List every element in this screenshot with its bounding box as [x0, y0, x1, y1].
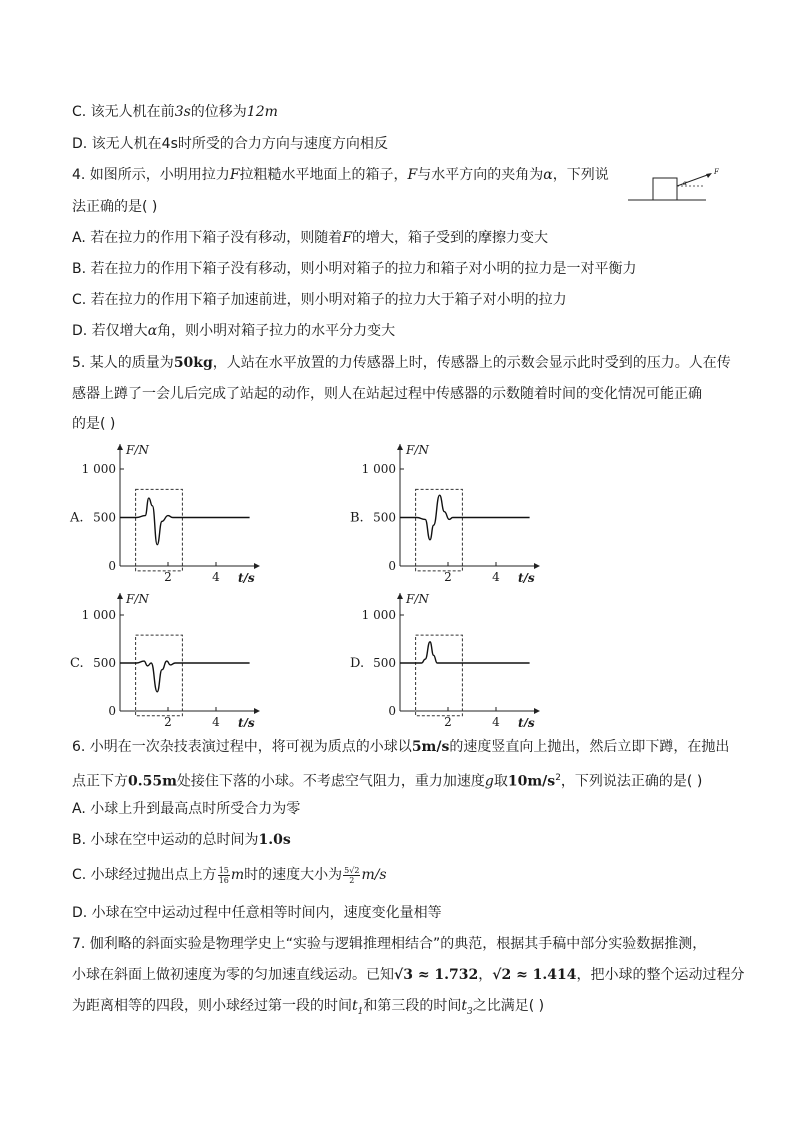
- x-axis-label: t/s: [238, 716, 255, 727]
- force-arrowhead: [706, 173, 712, 178]
- q3-option-d: D. 该无人机在4s时所受的合力方向与速度方向相反: [72, 136, 388, 152]
- q4-option-b: B. 若在拉力的作用下箱子没有移动，则小明对箱子的拉力和箱子对小明的拉力是一对平衡力: [72, 261, 637, 277]
- q6-option-c: C. 小球经过抛出点上方 $\frac{15}{16}$ m时的速度大小为 $\frac{5√2}{2}$ m/s: [72, 865, 387, 885]
- dashed-region-box: [416, 489, 463, 570]
- q5-stem-line1: 5. 某人的质量为50kg，人站在水平放置的力传感器上时，传感器上的示数会显示此时受到的压力。人在传: [72, 355, 731, 371]
- force-label: F: [714, 168, 719, 176]
- y-axis-arrow: [397, 444, 403, 450]
- force-curve: [120, 661, 250, 692]
- q6-stem-line2: 点正下方0.55m处接住下落的小球。不考虑空气阻力，重力加速度g取$10m/s^2$，下列说法正确的是( ): [72, 773, 703, 790]
- x-axis-label: t/s: [238, 571, 255, 585]
- y-tick-label: 0: [388, 704, 396, 718]
- q4-stem-line2: 法正确的是( ): [72, 199, 158, 215]
- x-tick-label: 4: [212, 715, 220, 727]
- y-tick-label: 500: [373, 510, 396, 525]
- chart-option-b: [348, 438, 548, 586]
- x-axis-arrow: [534, 708, 540, 714]
- q6-option-d: D. 小球在空中运动过程中任意相等时间内，速度变化量相等: [72, 905, 442, 921]
- dashed-region-box: [136, 489, 183, 570]
- x-tick-label: 2: [444, 715, 452, 727]
- y-tick-label: 1 000: [361, 608, 396, 622]
- chart-option-d: [348, 585, 548, 727]
- y-axis-arrow: [397, 593, 403, 599]
- q4-box-figure: [626, 166, 722, 206]
- q4-option-c: C. 若在拉力的作用下箱子加速前进，则小明对箱子的拉力大于箱子对小明的拉力: [72, 292, 567, 308]
- q6-option-a: A. 小球上升到最高点时所受合力为零: [72, 801, 301, 817]
- y-axis-label: F/N: [406, 592, 429, 606]
- angle-label: α: [683, 180, 688, 187]
- fraction-velocity: $\frac{5√2}{2}$: [344, 865, 360, 885]
- y-axis-arrow: [117, 444, 123, 450]
- dashed-region-box: [416, 635, 463, 716]
- x-tick-label: 2: [444, 570, 452, 584]
- x-tick-label: 4: [492, 570, 500, 584]
- option-label: D.: [350, 656, 365, 671]
- y-tick-label: 0: [108, 704, 116, 718]
- q6-option-b: B. 小球在空中运动的总时间为1.0s: [72, 832, 291, 848]
- q4-stem-line1: 4. 如图所示，小明用拉力F拉粗糙水平地面上的箱子，F与水平方向的夹角为α，下列说: [72, 167, 609, 183]
- force-curve: [400, 495, 530, 540]
- q6-stem-line1: 6. 小明在一次杂技表演过程中，将可视为质点的小球以5m/s的速度竖直向上抛出，然后立即下蹲，在抛出: [72, 739, 730, 755]
- option-label: C.: [70, 656, 84, 671]
- y-tick-label: 0: [388, 559, 396, 573]
- x-tick-label: 4: [492, 715, 500, 727]
- x-axis-arrow: [254, 563, 260, 569]
- x-axis-arrow: [534, 563, 540, 569]
- q5-stem-line2: 感器上蹲了一会儿后完成了站起的动作，则人在站起过程中传感器的示数随着时间的变化情况可能正确: [72, 386, 702, 402]
- force-arrow: [677, 174, 710, 186]
- q4-option-d: D. 若仅增大α角，则小明对箱子拉力的水平分力变大: [72, 323, 396, 339]
- q3-option-c: C. 该无人机在前3s的位移为12m: [72, 104, 278, 120]
- y-axis-label: F/N: [126, 592, 149, 606]
- force-curve: [120, 498, 250, 545]
- y-tick-label: 500: [373, 656, 396, 670]
- x-axis-label: t/s: [518, 571, 535, 585]
- x-tick-label: 2: [164, 715, 172, 727]
- x-tick-label: 2: [164, 570, 172, 584]
- chart-option-c: [68, 585, 268, 727]
- y-tick-label: 1 000: [81, 608, 116, 622]
- q7-stem-line3: 为距离相等的四段，则小球经过第一段的时间$t_1$和第三段的时间$t_3$之比满足( ): [72, 998, 545, 1017]
- force-curve: [400, 642, 530, 663]
- x-axis-label: t/s: [518, 716, 535, 727]
- option-label: B.: [350, 510, 364, 526]
- y-tick-label: 1 000: [81, 462, 116, 476]
- y-tick-label: 0: [108, 559, 116, 573]
- dashed-region-box: [136, 635, 183, 716]
- q7-stem-line2: 小球在斜面上做初速度为零的匀加速直线运动。已知√3 ≈ 1.732，√2 ≈ 1.414，把小球的整个运动过程分: [72, 967, 745, 983]
- x-axis-arrow: [254, 708, 260, 714]
- y-tick-label: 1 000: [361, 462, 396, 476]
- q7-stem-line1: 7. 伽利略的斜面实验是物理学史上“实验与逻辑推理相结合”的典范，根据其手稿中部分实验数据推测，: [72, 936, 707, 952]
- y-axis-arrow: [117, 593, 123, 599]
- x-tick-label: 4: [212, 570, 220, 584]
- option-label: A.: [70, 510, 84, 526]
- y-axis-label: F/N: [406, 443, 429, 457]
- chart-option-a: [68, 438, 268, 586]
- box: [653, 178, 677, 200]
- fraction-15-16: $\frac{15}{16}$: [218, 865, 229, 885]
- q4-option-a: A. 若在拉力的作用下箱子没有移动，则随着F的增大，箱子受到的摩擦力变大: [72, 230, 548, 246]
- y-tick-label: 500: [93, 510, 116, 525]
- q5-stem-line3: 的是( ): [72, 416, 116, 432]
- y-axis-label: F/N: [126, 443, 149, 457]
- y-tick-label: 500: [93, 656, 116, 670]
